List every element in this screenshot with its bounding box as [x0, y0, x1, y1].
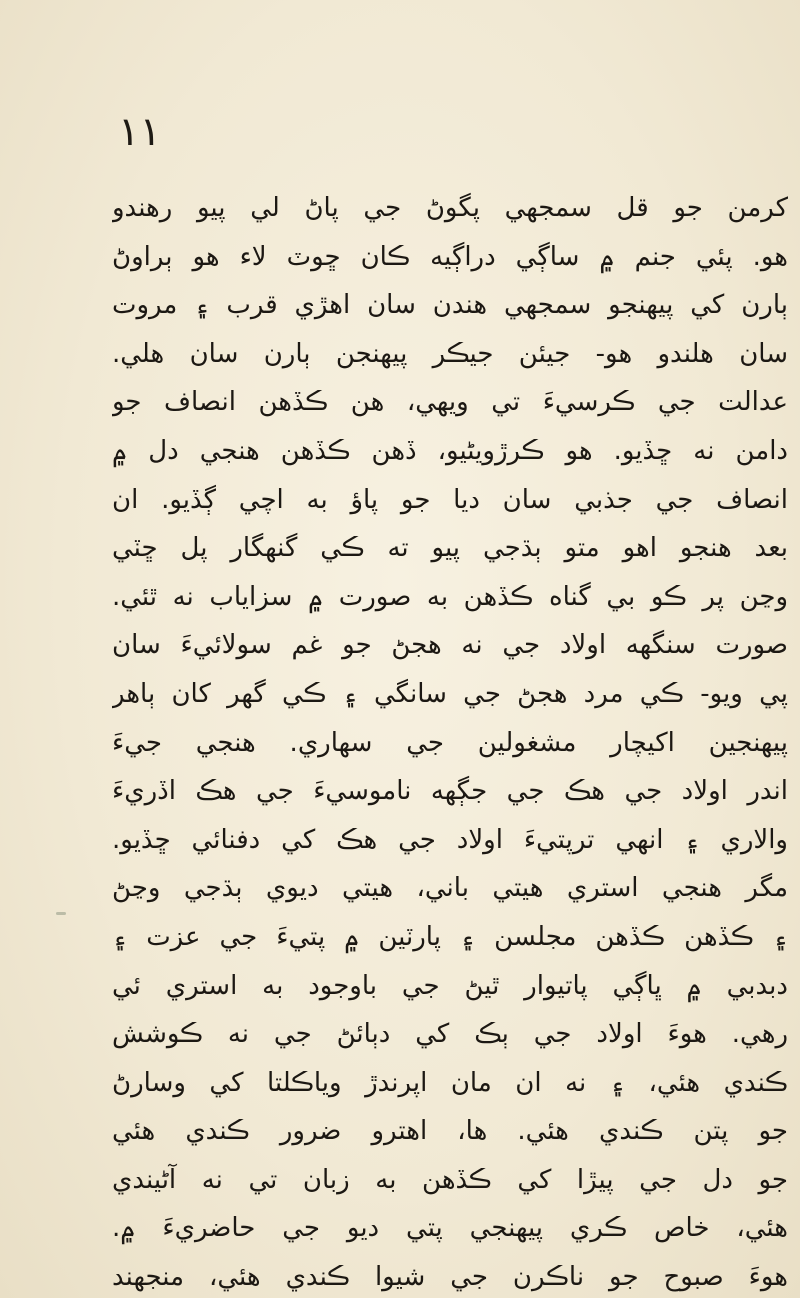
text-line-6: دامن نه ڇڏيو. هو ڪرڙويڻيو، ڏهن ڪڏهن هنجي دل ۾: [112, 435, 788, 466]
text-line-15: مگر هنجي استري هيتي باني، هيتي ديوي ٻڌجي وڃڻ: [112, 873, 788, 904]
text-line-19: ڪندي هئي، ۽ نه ان مان اپرندڙ وياڪلتا کي وسارڻ: [112, 1067, 788, 1098]
text-line-7: انصاف جي جذبي سان ديا جو پاؤ به اچي ڳڏيو. ان: [112, 484, 788, 515]
text-line-13: اندر اولاد جي هڪ جي جڳهه ناموسيءَ جي هڪ اڏريءَ: [112, 776, 788, 807]
text-line-10: صورت سنگهه اولاد جي نه هجڻ جو غم سولائيءَ سان: [112, 630, 788, 661]
text-line-14: والاري ۽ انهي ترپتيءَ اولاد جي هڪ کي دفنائي ڇڏيو.: [112, 824, 788, 855]
text-line-23: هوءَ صبوح جو ناڪرن جي شيوا ڪندي هئي، منجهند: [112, 1262, 788, 1293]
text-line-4: سان هلندو هو- جيئن جيڪر پيهنجن ٻارن سان هلي.: [112, 338, 788, 369]
text-line-5: عدالت جي ڪرسيءَ تي ويهي، هن ڪڏهن انصاف جو: [112, 387, 788, 418]
text-line-17: دبدبي ۾ ڀاڳي پاتيوار ٿيڻ جي باوجود به استري ئي: [112, 970, 788, 1001]
text-line-1: کرمن جو قل سمجهي پگوڻ جي پاڻ لي پيو رهندو: [112, 193, 788, 223]
text-line-2: هو. پئي جنم ۾ ساڳي دراڳيه ڪان ڇوٽ لاء هو ٻراوڻ: [112, 241, 788, 272]
text-line-20: جو پتن ڪندي هئي. ها، اهترو ضرور ڪندي هئي: [112, 1116, 788, 1147]
text-line-18: رهي. هوءَ اولاد جي ٻڪ کي دٻائڻ جي نه ڪوشش: [112, 1019, 788, 1050]
stray-mark: [56, 912, 66, 915]
text-line-22: هئي، خاص ڪري پيهنجي پتي ديو جي حاضريءَ ۾.: [112, 1213, 788, 1244]
text-line-8: بعد هنجو اهو متو ٻڌجي پيو ته ڪي گنهگار پل ڇٽي: [112, 533, 788, 564]
text-line-11: پي ويو- ڪي مرد هجڻ جي سانگي ۽ ڪي گهر کان ٻاهر: [112, 678, 788, 709]
page-number: ۱۱: [118, 109, 161, 155]
text-line-9: وڃن پر ڪو بي گناه ڪڏهن به صورت ۾ سزاياب نه ٿئي.: [112, 581, 788, 612]
text-line-16: ۽ ڪڏهن ڪڏهن مجلسن ۽ پارٽين ۾ پتيءَ جي عزت ۽: [112, 921, 788, 952]
text-line-3: ٻارن کي پيهنجو سمجهي هندن سان اهڙي قرب ۽ مروت: [112, 290, 788, 321]
text-line-12: پيهنجين اکيچار مشغولين جي سهاري. هنجي جيءَ: [112, 727, 788, 758]
body-text: [112, 184, 788, 1298]
text-line-21: جو دل جي پيڙا کي ڪڏهن به زبان تي نه آڻيندي: [112, 1164, 788, 1195]
